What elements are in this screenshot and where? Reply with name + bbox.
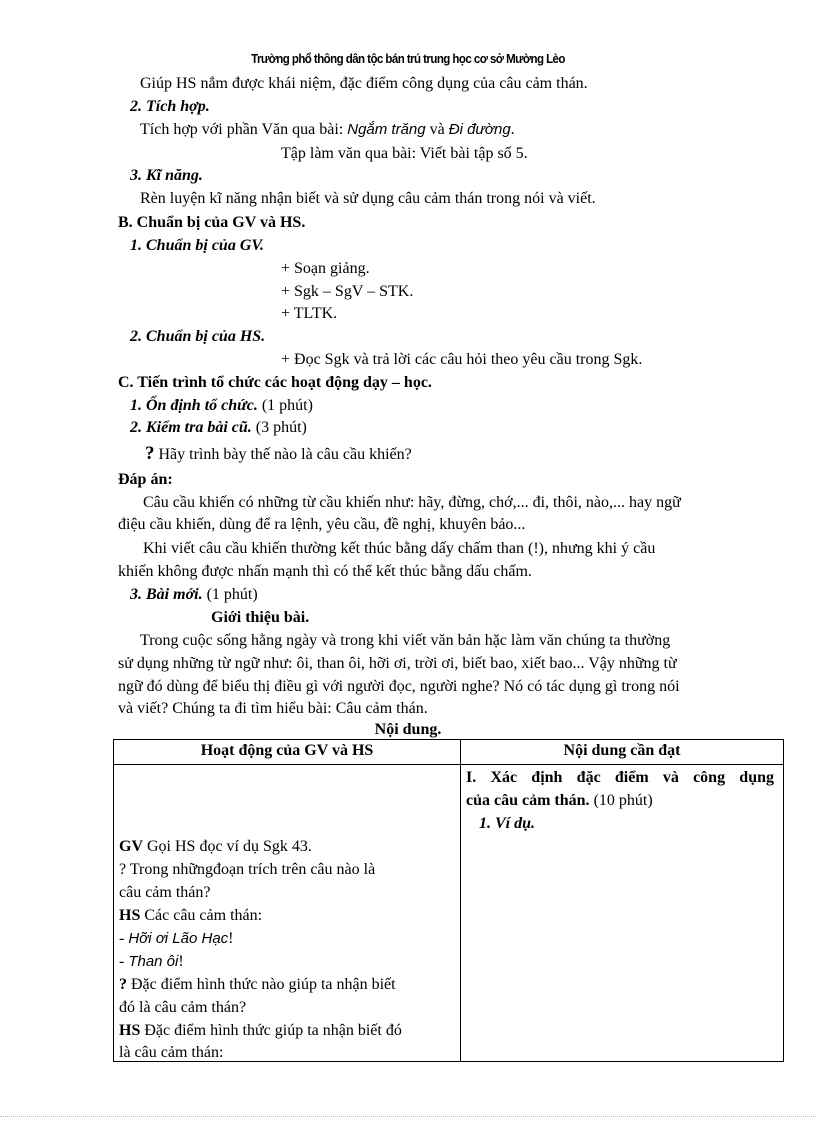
- intro-line-4: và viết? Chúng ta đi tìm hiểu bài: Câu cảm thán.: [118, 700, 428, 717]
- hs-answer-line-1: [119, 1021, 402, 1041]
- hs-prep-1: + Đọc Sgk và trả lời các câu hỏi theo yêu cầu trong Sgk.: [281, 351, 643, 368]
- question-2-mark: ?: [119, 976, 127, 993]
- gv-prep-1: + Soạn giảng.: [281, 260, 370, 277]
- hs-label: HS: [119, 907, 141, 924]
- heading-noi-dung: Nội dung.: [374, 721, 442, 738]
- content-heading-line-2: [466, 791, 653, 811]
- example-1-end: !: [228, 930, 234, 947]
- header-activities: Hoạt động của GV và HS: [114, 740, 461, 765]
- example-1-dash: -: [119, 930, 129, 947]
- example-1-text: Hỡi ơi Lão Hạc: [128, 930, 229, 947]
- intro-line-3: ngữ đó dùng để biểu thị điều gì với người đọc, người nghe? Nó có tác dụng gì trong nói: [118, 678, 680, 695]
- example-2: [119, 952, 184, 972]
- review-question-text: Hãy trình bày thế nào là câu cầu khiến?: [154, 446, 412, 463]
- answer-para-1-line-1: Câu cầu khiến có những từ cầu khiến như: hãy, đừng, chớ,... đi, thôi, nào,... hay ngữ: [143, 494, 681, 511]
- heading-c1: 1. Ổn định tổ chức.: [130, 397, 258, 414]
- c3-line: [130, 585, 258, 605]
- content-heading-time: (10 phút): [589, 792, 653, 809]
- answer-para-1-line-2: điệu cầu khiến, dùng để ra lệnh, yêu cầu, đề nghị, khuyên bảo...: [118, 516, 526, 533]
- tich-hop-title-2: Đi đường: [448, 121, 511, 138]
- c2-line: [130, 418, 307, 438]
- objective-line: Giúp HS nắm được khái niệm, đặc điểm công dụng của câu cảm thán.: [140, 75, 588, 92]
- question-1-text-b: câu cảm thán?: [119, 884, 211, 901]
- gv-line: [119, 837, 312, 857]
- page-bottom-divider: [0, 1116, 816, 1117]
- tich-hop-title-1: Ngắm trăng: [347, 121, 426, 138]
- tap-lam-van-line: Tập làm văn qua bài: Viết bài tập số 5.: [281, 145, 528, 162]
- question-1-text-a: ? Trong nhữngđoạn trích trên câu nào là: [119, 861, 376, 878]
- heading-tich-hop: 2. Tích hợp.: [130, 98, 210, 115]
- content-example-heading: 1. Ví dụ.: [479, 815, 536, 832]
- c2-time: (3 phút): [251, 419, 307, 436]
- tich-hop-line: [140, 120, 515, 140]
- heading-section-c: C. Tiến trình tổ chức các hoạt động dạy – học.: [118, 374, 432, 391]
- table-row: [114, 765, 784, 1062]
- tich-hop-end: .: [510, 121, 515, 138]
- c1-line: [130, 396, 313, 416]
- example-2-dash: -: [119, 953, 129, 970]
- answer-para-2-line-2: khiến không được nhấn mạnh thì có thể kết thúc bằng dấu chấm.: [118, 563, 532, 580]
- intro-line-2: sử dụng những từ ngữ như: ôi, than ôi, hỡi ơi, trời ơi, biết bao, xiết bao... Vậy những từ: [118, 655, 677, 672]
- c1-time: (1 phút): [257, 397, 313, 414]
- heading-section-b: B. Chuẩn bị của GV và HS.: [118, 214, 306, 231]
- c3-time: (1 phút): [202, 586, 258, 603]
- heading-dap-an: Đáp án:: [118, 471, 173, 488]
- tich-hop-text: Tích hợp với phần Văn qua bài:: [140, 121, 348, 138]
- gv-prep-3: + TLTK.: [281, 305, 338, 322]
- tich-hop-and: và: [425, 121, 449, 138]
- content-cell: [461, 765, 784, 1062]
- heading-b2: 2. Chuẩn bị của HS.: [130, 328, 266, 345]
- question-mark-icon: ?: [145, 443, 155, 464]
- example-1: [119, 929, 234, 949]
- gv-prep-2: + Sgk – SgV – STK.: [281, 283, 414, 300]
- gv-label: GV: [119, 838, 143, 855]
- content-heading-text-b: của câu cảm thán.: [466, 792, 590, 809]
- question-1-line-1: [119, 860, 454, 880]
- ki-nang-line: Rèn luyện kĩ năng nhận biết và sử dụng câu cảm thán trong nói và viết.: [140, 190, 596, 207]
- example-2-end: !: [178, 953, 184, 970]
- question-2-line-1: [119, 975, 396, 995]
- review-question: [145, 444, 412, 465]
- heading-c2: 2. Kiểm tra bài cũ.: [130, 419, 252, 436]
- header-content: Nội dung cần đạt: [461, 740, 784, 765]
- answer-para-2-line-1: Khi viết câu cầu khiến thường kết thúc bằng dấy chấm than (!), nhưng khi ý cầu: [143, 540, 656, 557]
- page-header: Trường phổ thông dân tộc bán trú trung học cơ sở Mường Lèo: [251, 52, 565, 66]
- table-header-row: [114, 740, 784, 765]
- content-heading-line-1: I. Xác định đặc điểm và công dụng: [466, 769, 774, 786]
- heading-b1: 1. Chuẩn bị của GV.: [130, 237, 264, 254]
- hs2-label: HS: [119, 1022, 141, 1039]
- question-2-text-b: đó là câu cảm thán?: [119, 999, 247, 1016]
- intro-line-1: Trong cuộc sống hằng ngày và trong khi viết văn bản hặc làm văn chúng ta thường: [140, 632, 671, 649]
- hs-text: Các câu cảm thán:: [140, 907, 263, 924]
- heading-c3: 3. Bài mới.: [130, 586, 203, 603]
- hs-line: [119, 906, 262, 926]
- lesson-plan-table: [113, 739, 784, 1062]
- heading-gioi-thieu: Giới thiệu bài.: [211, 609, 310, 626]
- example-2-text: Than ôi: [128, 953, 179, 970]
- question-2-text-a: Đặc điểm hình thức nào giúp ta nhận biết: [127, 976, 396, 993]
- hs2-text-b: là câu cảm thán:: [119, 1044, 224, 1061]
- gv-text: Gọi HS đọc ví dụ Sgk 43.: [143, 838, 312, 855]
- hs2-text-a: Đặc điểm hình thức giúp ta nhận biết đó: [140, 1022, 402, 1039]
- heading-ki-nang: 3. Kĩ năng.: [130, 167, 203, 184]
- activities-cell: [114, 765, 461, 1062]
